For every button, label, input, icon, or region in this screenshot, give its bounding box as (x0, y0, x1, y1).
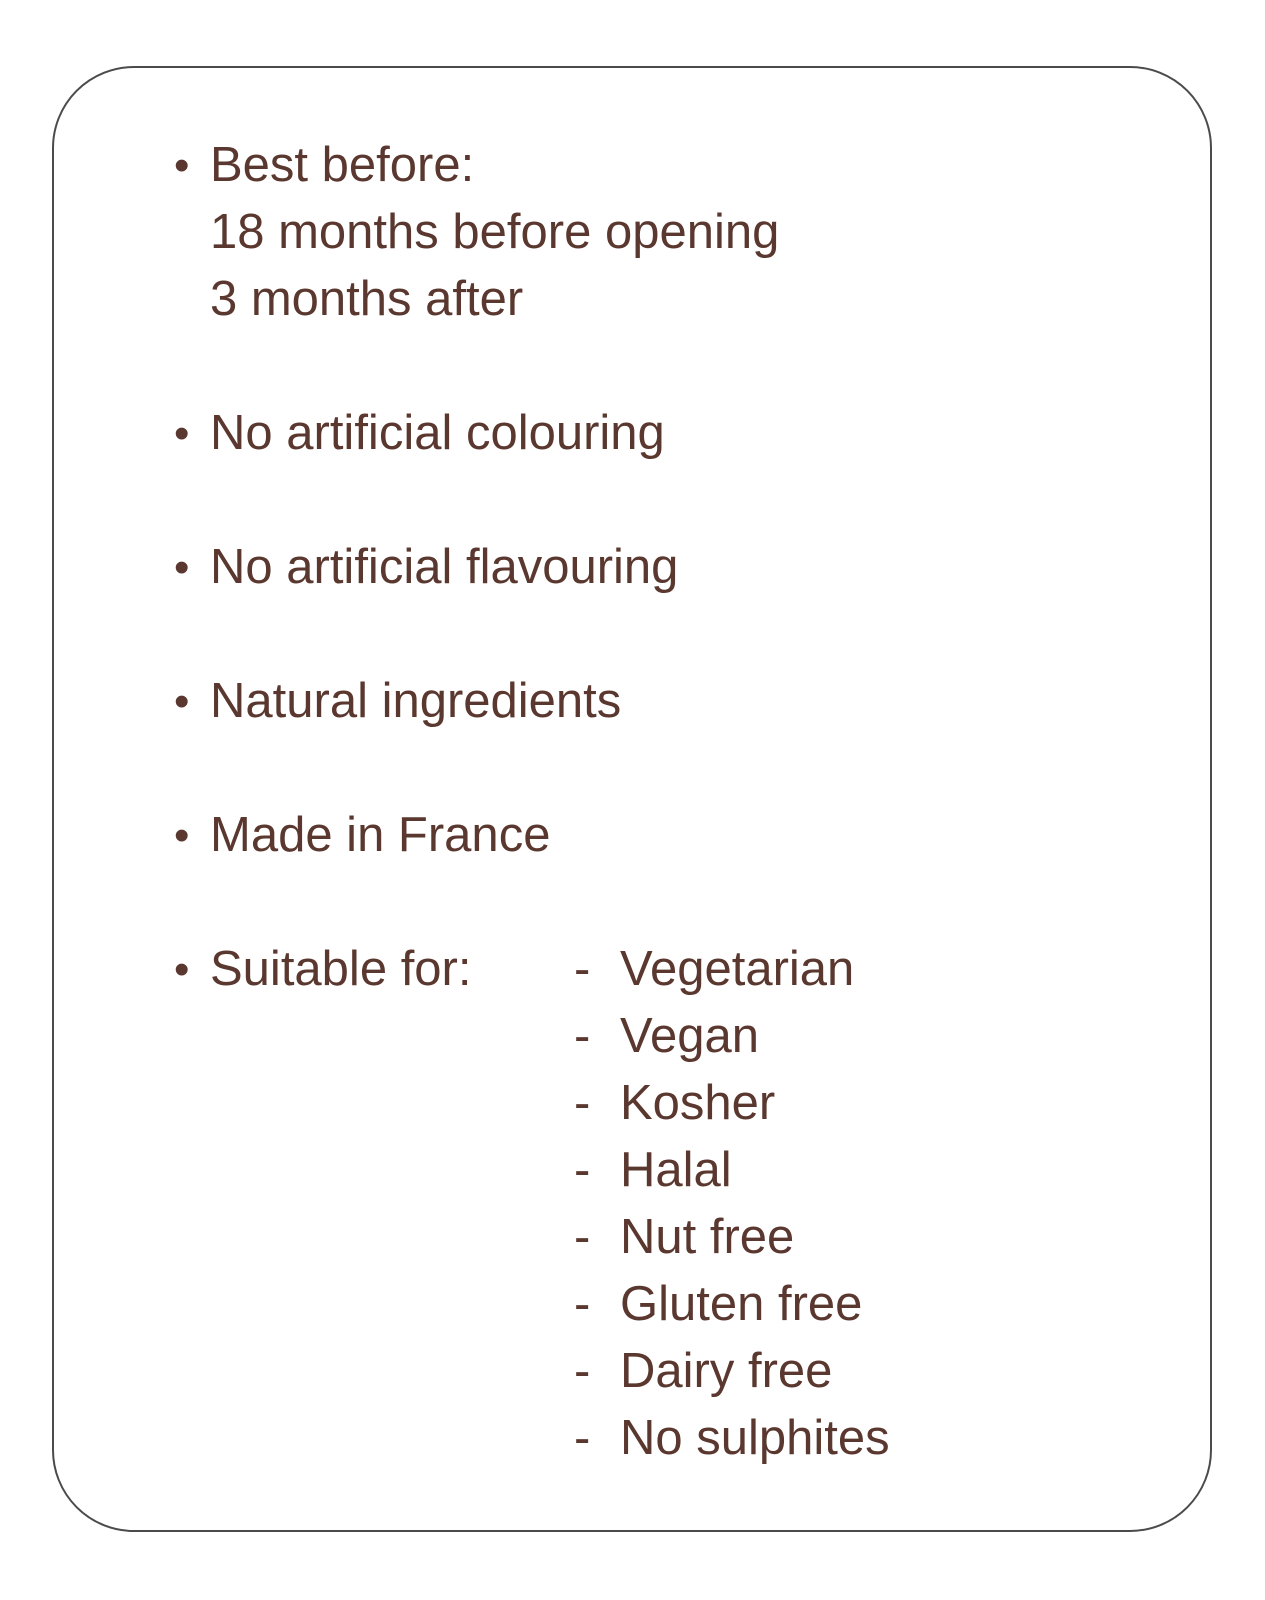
suitable-row (210, 936, 1180, 1472)
best-before-title: Best before: (210, 138, 475, 192)
diet-label: Halal (620, 1143, 732, 1197)
bullet-marker: • (174, 811, 190, 860)
diet-label: Dairy free (620, 1344, 833, 1398)
diet-label: Vegetarian (620, 942, 855, 996)
bullet-marker: • (174, 945, 190, 994)
dash-marker: - (574, 1076, 591, 1130)
diet-item-halal (574, 1137, 1180, 1204)
diet-label: No sulphites (620, 1411, 890, 1465)
dash-marker: - (574, 1210, 591, 1264)
dash-marker: - (574, 1277, 591, 1331)
claim-made-in: Made in France (210, 808, 551, 862)
label-content (174, 132, 1180, 1472)
best-before-line2: 18 months before opening (210, 205, 780, 259)
claim-no-flavouring: No artificial flavouring (210, 540, 679, 594)
diet-item-nut-free (574, 1204, 1180, 1271)
diet-item-no-sulphites (574, 1405, 1180, 1472)
dash-marker: - (574, 1344, 591, 1398)
diet-item-dairy-free (574, 1338, 1180, 1405)
dash-marker: - (574, 1009, 591, 1063)
diet-label: Vegan (620, 1009, 759, 1063)
diet-item-kosher (574, 1070, 1180, 1137)
bullet-marker: • (174, 141, 190, 190)
bullet-item-no-colouring (174, 400, 1180, 467)
bullet-item-natural (174, 668, 1180, 735)
diet-list (574, 936, 1180, 1472)
diet-label: Nut free (620, 1210, 795, 1264)
best-before-line3: 3 months after (210, 272, 524, 326)
bullet-marker: • (174, 543, 190, 592)
bullet-item-no-flavouring (174, 534, 1180, 601)
bullet-item-made-in (174, 802, 1180, 869)
bullet-marker: • (174, 677, 190, 726)
diet-item-vegan (574, 1003, 1180, 1070)
dash-marker: - (574, 942, 591, 996)
dash-marker: - (574, 1143, 591, 1197)
diet-item-vegetarian (574, 936, 1180, 1003)
diet-label: Kosher (620, 1076, 776, 1130)
diet-item-gluten-free (574, 1271, 1180, 1338)
dash-marker: - (574, 1411, 591, 1465)
bullet-item-best-before (174, 132, 1180, 333)
bullet-marker: • (174, 409, 190, 458)
claim-natural: Natural ingredients (210, 674, 622, 728)
product-label-card (52, 66, 1212, 1532)
suitable-label: Suitable for: (210, 942, 472, 996)
bullet-item-suitable (174, 936, 1180, 1472)
diet-label: Gluten free (620, 1277, 863, 1331)
claim-no-colouring: No artificial colouring (210, 406, 665, 460)
